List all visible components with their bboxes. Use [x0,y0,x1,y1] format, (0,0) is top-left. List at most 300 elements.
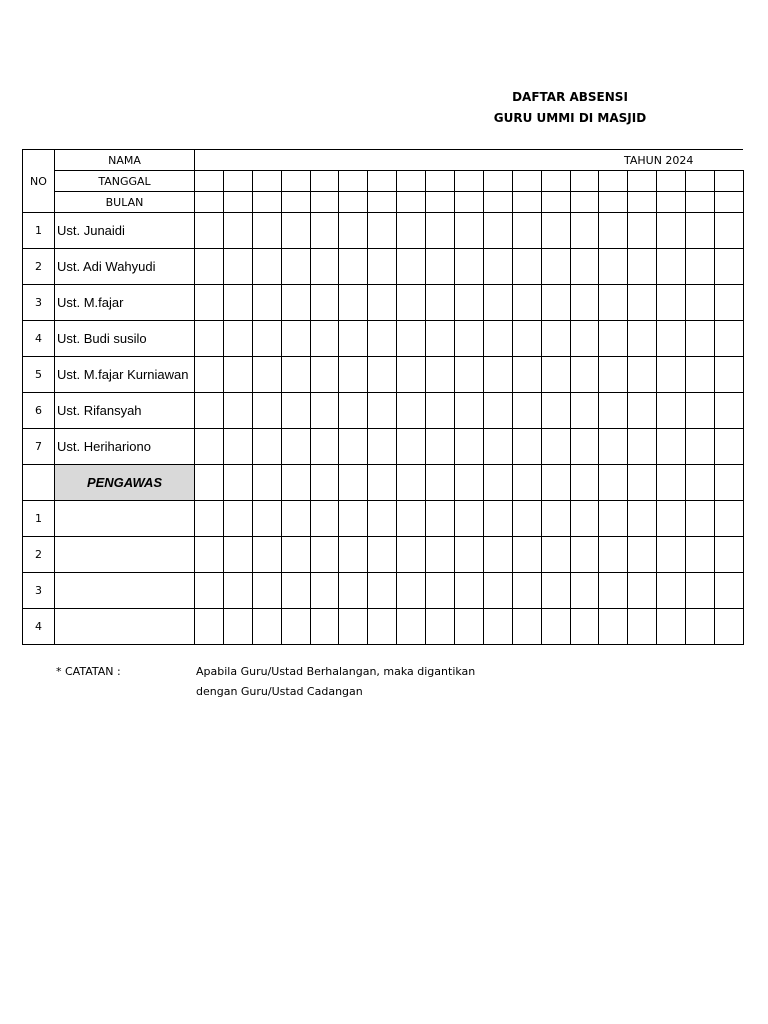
bulan-cell [455,192,484,213]
attendance-cell [541,609,570,645]
attendance-cell [599,609,628,645]
name-cell: Ust. Adi Wahyudi [55,249,195,285]
bulan-cell [252,192,281,213]
attendance-cell [426,573,455,609]
tanggal-cell [541,171,570,192]
attendance-cell [715,357,744,393]
attendance-cell [195,213,224,249]
attendance-table [22,149,744,645]
attendance-cell [368,249,397,285]
attendance-cell [368,537,397,573]
attendance-cell [252,465,281,501]
row-number: 4 [23,321,55,357]
tanggal-cell [628,171,657,192]
name-cell: Ust. M.fajar [55,285,195,321]
attendance-cell [715,393,744,429]
attendance-cell [541,213,570,249]
header-row-nama [23,150,744,171]
attendance-cell [483,429,512,465]
attendance-cell [426,429,455,465]
attendance-cell [397,321,426,357]
attendance-cell [223,321,252,357]
attendance-cell [223,465,252,501]
attendance-cell [455,429,484,465]
bulan-cell [657,192,686,213]
tanggal-cell [686,171,715,192]
attendance-cell [715,501,744,537]
attendance-cell [426,393,455,429]
attendance-cell [310,321,339,357]
teacher-row [23,249,744,285]
row-number: 4 [23,609,55,645]
attendance-cell [426,357,455,393]
attendance-cell [483,357,512,393]
teacher-row [23,285,744,321]
attendance-cell [281,609,310,645]
attendance-cell [252,501,281,537]
attendance-cell [368,573,397,609]
tanggal-cell [397,171,426,192]
attendance-cell [339,429,368,465]
attendance-cell [281,429,310,465]
attendance-cell [570,537,599,573]
attendance-cell [397,285,426,321]
attendance-cell [599,213,628,249]
attendance-cell [195,357,224,393]
attendance-cell [483,213,512,249]
attendance-cell [195,429,224,465]
attendance-cell [310,465,339,501]
attendance-cell [541,429,570,465]
supervisor-row [23,573,744,609]
bulan-cell [512,192,541,213]
name-cell: Ust. Budi susilo [55,321,195,357]
attendance-cell [686,321,715,357]
attendance-cell [483,285,512,321]
attendance-cell [686,429,715,465]
header-tanggal: TANGGAL [55,171,195,192]
attendance-cell [195,393,224,429]
attendance-cell [599,573,628,609]
attendance-cell [483,321,512,357]
attendance-cell [397,501,426,537]
attendance-cell [397,249,426,285]
attendance-cell [195,537,224,573]
attendance-cell [541,393,570,429]
attendance-cell [715,537,744,573]
attendance-cell [426,321,455,357]
bulan-cell [223,192,252,213]
attendance-cell [599,393,628,429]
attendance-cell [570,609,599,645]
attendance-cell [310,285,339,321]
attendance-cell [512,429,541,465]
attendance-cell [281,285,310,321]
attendance-cell [628,537,657,573]
attendance-cell [281,213,310,249]
teacher-row [23,393,744,429]
attendance-cell [195,573,224,609]
attendance-cell [686,393,715,429]
attendance-cell [455,321,484,357]
tanggal-cell [570,171,599,192]
attendance-cell [455,537,484,573]
supervisor-row [23,501,744,537]
attendance-cell [599,321,628,357]
header-no: NO [23,150,55,213]
attendance-cell [628,501,657,537]
attendance-cell [686,285,715,321]
row-number: 6 [23,393,55,429]
header-row-tanggal [23,171,744,192]
attendance-cell [281,537,310,573]
tanggal-cell [368,171,397,192]
attendance-cell [252,357,281,393]
attendance-cell [541,321,570,357]
bulan-cell [310,192,339,213]
attendance-cell [512,285,541,321]
teacher-row [23,429,744,465]
attendance-cell [628,213,657,249]
bulan-cell [368,192,397,213]
attendance-cell [339,537,368,573]
attendance-cell [223,213,252,249]
attendance-cell [686,465,715,501]
row-number: 7 [23,429,55,465]
attendance-cell [368,501,397,537]
attendance-cell [512,573,541,609]
note-line-2: dengan Guru/Ustad Cadangan [196,685,363,698]
attendance-cell [570,465,599,501]
attendance-cell [686,249,715,285]
tanggal-cell [252,171,281,192]
attendance-cell [281,393,310,429]
attendance-cell [512,393,541,429]
attendance-cell [541,249,570,285]
attendance-cell [599,285,628,321]
name-cell: Ust. Herihariono [55,429,195,465]
attendance-cell [541,465,570,501]
attendance-cell [628,357,657,393]
attendance-cell [455,501,484,537]
row-number: 3 [23,573,55,609]
tanggal-cell [281,171,310,192]
attendance-cell [368,429,397,465]
row-number: 5 [23,357,55,393]
header-row-bulan [23,192,744,213]
teacher-row [23,321,744,357]
attendance-cell [657,501,686,537]
tanggal-cell [657,171,686,192]
attendance-cell [483,537,512,573]
attendance-cell [339,501,368,537]
section-label-pengawas: PENGAWAS [55,465,195,501]
attendance-cell [426,537,455,573]
supervisor-row [23,609,744,645]
attendance-cell [570,321,599,357]
attendance-cell [512,609,541,645]
bulan-cell [195,192,224,213]
bulan-cell [715,192,744,213]
attendance-cell [368,213,397,249]
attendance-cell [455,213,484,249]
attendance-cell [252,393,281,429]
attendance-cell [599,537,628,573]
attendance-cell [397,429,426,465]
attendance-cell [310,357,339,393]
attendance-cell [657,285,686,321]
attendance-cell [599,465,628,501]
tanggal-cell [715,171,744,192]
attendance-cell [195,501,224,537]
attendance-cell [455,357,484,393]
attendance-cell [397,573,426,609]
attendance-cell [223,357,252,393]
attendance-cell [628,429,657,465]
attendance-cell [483,609,512,645]
note-label: * CATATAN : [56,665,121,678]
bulan-cell [426,192,455,213]
row-number [23,465,55,501]
attendance-cell [570,429,599,465]
attendance-cell [281,501,310,537]
attendance-cell [310,501,339,537]
attendance-cell [339,321,368,357]
attendance-cell [715,213,744,249]
attendance-cell [657,537,686,573]
attendance-cell [657,249,686,285]
attendance-cell [483,465,512,501]
bulan-cell [541,192,570,213]
bulan-cell [599,192,628,213]
attendance-cell [657,357,686,393]
note-line-1: Apabila Guru/Ustad Berhalangan, maka digantikan [196,665,476,678]
name-cell [55,573,195,609]
attendance-cell [541,285,570,321]
attendance-cell [339,213,368,249]
attendance-cell [223,285,252,321]
attendance-cell [715,249,744,285]
bulan-cell [483,192,512,213]
attendance-cell [570,393,599,429]
supervisor-row [23,537,744,573]
attendance-cell [628,321,657,357]
attendance-cell [310,537,339,573]
attendance-cell [570,501,599,537]
attendance-cell [715,285,744,321]
attendance-cell [657,429,686,465]
attendance-cell [570,357,599,393]
row-number: 3 [23,285,55,321]
attendance-cell [599,501,628,537]
attendance-cell [628,393,657,429]
teacher-row [23,357,744,393]
attendance-cell [426,285,455,321]
attendance-cell [281,573,310,609]
attendance-cell [455,393,484,429]
attendance-cell [570,573,599,609]
attendance-cell [570,213,599,249]
bulan-cell [628,192,657,213]
attendance-cell [368,357,397,393]
tanggal-cell [339,171,368,192]
attendance-cell [426,609,455,645]
attendance-cell [281,321,310,357]
document-title: DAFTAR ABSENSI [512,90,628,104]
attendance-cell [397,357,426,393]
bulan-cell [570,192,599,213]
attendance-cell [223,573,252,609]
attendance-cell [195,465,224,501]
attendance-cell [483,393,512,429]
bulan-cell [339,192,368,213]
tanggal-cell [599,171,628,192]
attendance-cell [223,429,252,465]
attendance-cell [310,429,339,465]
attendance-cell [657,573,686,609]
attendance-cell [686,213,715,249]
attendance-cell [397,393,426,429]
attendance-cell [599,357,628,393]
tanggal-cell [483,171,512,192]
row-number: 2 [23,249,55,285]
attendance-cell [195,321,224,357]
attendance-cell [715,429,744,465]
header-bulan: BULAN [55,192,195,213]
attendance-cell [657,321,686,357]
attendance-cell [628,573,657,609]
attendance-cell [223,501,252,537]
attendance-cell [310,213,339,249]
attendance-cell [483,249,512,285]
section-row-pengawas [23,465,744,501]
attendance-cell [686,573,715,609]
attendance-cell [628,285,657,321]
attendance-cell [570,285,599,321]
attendance-cell [657,609,686,645]
attendance-cell [426,501,455,537]
attendance-cell [310,249,339,285]
attendance-cell [541,537,570,573]
attendance-cell [541,501,570,537]
attendance-cell [686,609,715,645]
attendance-cell [339,285,368,321]
attendance-cell [657,393,686,429]
tanggal-cell [426,171,455,192]
teacher-row [23,213,744,249]
attendance-cell [570,249,599,285]
attendance-cell [512,357,541,393]
attendance-cell [686,537,715,573]
attendance-cell [455,609,484,645]
attendance-cell [483,501,512,537]
attendance-cell [223,393,252,429]
attendance-cell [541,357,570,393]
row-number: 1 [23,501,55,537]
tanggal-cell [512,171,541,192]
attendance-cell [715,573,744,609]
attendance-cell [368,393,397,429]
attendance-cell [512,501,541,537]
attendance-cell [397,465,426,501]
attendance-cell [455,285,484,321]
attendance-cell [599,429,628,465]
document-subtitle: GURU UMMI DI MASJID [493,111,647,125]
attendance-cell [397,537,426,573]
attendance-cell [512,465,541,501]
attendance-cell [426,465,455,501]
attendance-cell [252,429,281,465]
attendance-cell [397,609,426,645]
attendance-cell [281,357,310,393]
attendance-cell [281,465,310,501]
attendance-cell [252,321,281,357]
tanggal-cell [455,171,484,192]
attendance-cell [455,465,484,501]
name-cell [55,501,195,537]
attendance-cell [339,573,368,609]
attendance-cell [339,249,368,285]
attendance-cell [512,537,541,573]
attendance-cell [252,285,281,321]
attendance-cell [628,465,657,501]
attendance-cell [686,501,715,537]
bulan-cell [686,192,715,213]
attendance-cell [368,609,397,645]
attendance-cell [310,393,339,429]
attendance-cell [252,609,281,645]
attendance-cell [686,357,715,393]
attendance-cell [223,249,252,285]
attendance-cell [339,609,368,645]
attendance-cell [426,249,455,285]
attendance-cell [310,573,339,609]
attendance-cell [512,321,541,357]
row-number: 2 [23,537,55,573]
attendance-cell [252,573,281,609]
attendance-cell [397,213,426,249]
attendance-cell [483,573,512,609]
attendance-cell [368,465,397,501]
attendance-cell [628,609,657,645]
attendance-cell [599,249,628,285]
attendance-cell [339,465,368,501]
row-number: 1 [23,213,55,249]
attendance-cell [455,249,484,285]
attendance-cell [195,249,224,285]
attendance-cell [195,285,224,321]
attendance-cell [339,393,368,429]
attendance-cell [252,213,281,249]
bulan-cell [281,192,310,213]
attendance-cell [455,573,484,609]
attendance-cell [541,573,570,609]
attendance-cell [426,213,455,249]
attendance-cell [252,537,281,573]
name-cell [55,609,195,645]
name-cell: Ust. Junaidi [55,213,195,249]
attendance-cell [223,537,252,573]
attendance-cell [339,357,368,393]
attendance-cell [281,249,310,285]
attendance-cell [512,249,541,285]
attendance-cell [252,249,281,285]
attendance-cell [310,609,339,645]
attendance-cell [657,465,686,501]
bulan-cell [397,192,426,213]
header-tahun: TAHUN 2024 [195,150,744,171]
attendance-cell [368,321,397,357]
